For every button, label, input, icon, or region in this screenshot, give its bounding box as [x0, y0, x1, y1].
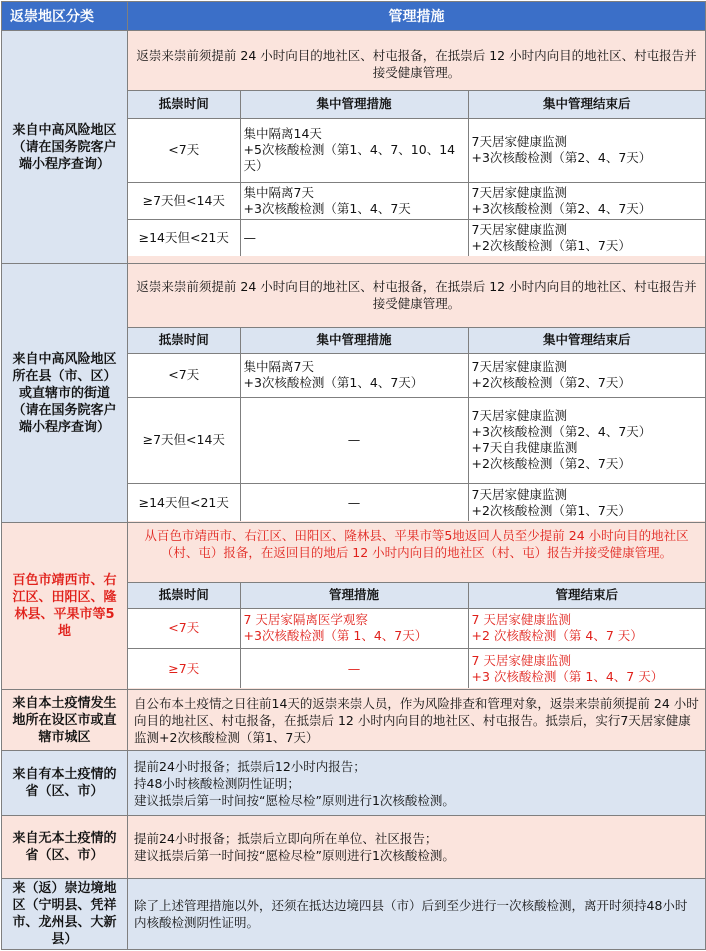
- after-line: +2 次核酸检测（第 4、7 天）: [471, 628, 643, 644]
- arrival-time-cell: ≥7天但<14天: [128, 182, 240, 219]
- measure-line: +5次核酸检测（第1、4、7、10、14天）: [243, 142, 456, 174]
- section-note: 返崇来崇前须提前 24 小时向目的地社区、村屯报备，在抵崇后 12 小时内向目的地社区、村屯报告并接受健康管理。: [136, 278, 697, 311]
- after-line: +3次核酸检测（第2、4、7天）: [471, 424, 652, 440]
- measure-line: 建议抵崇后第一时间按“愿检尽检”原则进行1次核酸检测。: [134, 848, 455, 863]
- sub-header-arrival-time: 抵崇时间: [128, 90, 240, 118]
- after-line: +2次核酸检测（第1、7天）: [471, 502, 631, 518]
- after-line: 7天居家健康监测: [471, 359, 567, 375]
- row-province-without-cases: [2, 816, 706, 879]
- row-outbreak-city: [2, 690, 706, 751]
- sub-header-arrival-time: 抵崇时间: [128, 327, 240, 353]
- section-risk-county: [2, 264, 706, 523]
- measure-cell: [240, 219, 468, 256]
- measure-line: +3次核酸检测（第1、4、7天: [243, 200, 411, 216]
- sub-header-after: 集中管理结束后: [468, 90, 705, 118]
- measure-cell: [240, 648, 468, 688]
- arrival-time-cell: ≥14天但<21天: [128, 219, 240, 256]
- table-row: [128, 118, 705, 182]
- measure-text: [128, 756, 705, 811]
- after-cell: [468, 397, 705, 483]
- section-content: [128, 264, 706, 523]
- arrival-time-cell: ≥7天但<14天: [128, 397, 240, 483]
- section-label: 来自中高风险地区（请在国务院客户端小程序查询）: [2, 31, 128, 264]
- table-row: [128, 397, 705, 483]
- after-line: +3 次核酸检测（第 1、4、7 天）: [471, 668, 664, 684]
- measure-line: 提前24小时报备；抵崇后立即向所在单位、社区报告；: [134, 831, 438, 846]
- policy-table: [1, 1, 706, 950]
- section-note: 从百色市靖西市、右江区、田阳区、隆林县、平果市等5地返回人员至少提前 24 小时向目的地社区（村、屯）报备，在返回目的地后 12 小时内向目的地社区（村、屯）报告并接受健康管理。: [144, 527, 689, 560]
- section-label: 来自无本土疫情的省（区、市）: [2, 816, 128, 879]
- section-label: 来（返）崇边境地区（宁明县、凭祥市、龙州县、大新县）: [2, 879, 128, 950]
- table-row: [128, 608, 705, 648]
- arrival-time-cell: <7天: [128, 353, 240, 397]
- measure-line: —: [347, 432, 361, 448]
- section-content: [128, 31, 706, 264]
- after-line: +3次核酸检测（第2、4、7天）: [471, 200, 652, 216]
- header-region-category: 返崇地区分类: [2, 2, 128, 31]
- measure-cell: [240, 182, 468, 219]
- header-management-measures: 管理措施: [128, 2, 706, 31]
- measure-cell: [240, 353, 468, 397]
- row-border-area: [2, 879, 706, 950]
- sub-header-after: 集中管理结束后: [468, 327, 705, 353]
- after-cell: [468, 483, 705, 521]
- after-line: +3次核酸检测（第2、4、7天）: [471, 150, 652, 166]
- arrival-time-cell: ≥14天但<21天: [128, 483, 240, 521]
- measure-line: 持48小时核酸检测阴性证明；: [134, 775, 300, 791]
- after-cell: [468, 608, 705, 648]
- section-content: [128, 879, 706, 950]
- sub-header-after: 管理结束后: [468, 582, 705, 608]
- measure-cell: [240, 118, 468, 182]
- measure-line: +3次核酸检测（第 1、4、7天）: [243, 628, 428, 644]
- after-cell: [468, 182, 705, 219]
- section-label: 来自本土疫情发生地所在设区市或直辖市城区: [2, 690, 128, 751]
- after-cell: [468, 118, 705, 182]
- section-content: [128, 523, 706, 690]
- table-row: [128, 353, 705, 397]
- measure-text: [128, 828, 705, 866]
- table-row: [128, 219, 705, 256]
- measure-line: +3次核酸检测（第1、4、7天）: [243, 375, 424, 391]
- measure-cell: [240, 608, 468, 648]
- after-line: +2次核酸检测（第2、7天）: [471, 456, 631, 472]
- measure-cell: [240, 397, 468, 483]
- after-line: 7 天居家健康监测: [471, 652, 571, 668]
- arrival-time-cell: <7天: [128, 608, 240, 648]
- measure-line: 集中隔离14天: [243, 126, 322, 142]
- after-line: +2次核酸检测（第2、7天）: [471, 375, 631, 391]
- measure-line: 建议抵崇后第一时间按“愿检尽检”原则进行1次核酸检测。: [134, 792, 455, 808]
- measure-line: —: [347, 494, 361, 510]
- section-high-risk-area: [2, 31, 706, 264]
- measure-line: —: [243, 230, 256, 245]
- section-content: [128, 690, 706, 751]
- measure-line: —: [347, 660, 361, 676]
- measure-text: 除了上述管理措施以外，还须在抵达边境四县（市）后到至少进行一次核酸检测，离开时须持48小时内核酸检测阴性证明。: [134, 898, 688, 930]
- sub-header-measures: 集中管理措施: [240, 90, 468, 118]
- sub-header-measures: 集中管理措施: [240, 327, 468, 353]
- sub-table-header-row: [128, 582, 705, 608]
- section-label: 来自中高风险地区所在县（市、区）或直辖市的街道（请在国务院客户端小程序查询）: [2, 264, 128, 523]
- after-line: 7天居家健康监测: [471, 184, 567, 200]
- sub-table: [128, 582, 705, 689]
- table-row: [128, 648, 705, 688]
- after-cell: [468, 648, 705, 688]
- sub-header-measures: 管理措施: [240, 582, 468, 608]
- sub-table-header-row: [128, 327, 705, 353]
- after-line: 7 天居家健康监测: [471, 612, 571, 628]
- measure-line: 集中隔离7天: [243, 359, 314, 375]
- after-line: 7天居家健康监测: [471, 222, 567, 237]
- section-baise-5-areas: [2, 523, 706, 690]
- measure-text: 自公布本土疫情之日往前14天的返崇来崇人员，作为风险排查和管理对象，返崇来崇前须提前 24 小时向目的地社区、村屯报备，在抵崇后 12 小时内向目的地社区、村屯报告。抵崇后，实行7天居家健康监测+2次核酸检测（第1、7天）: [134, 695, 699, 745]
- measure-line: 提前24小时报备；抵崇后12小时内报告；: [134, 758, 366, 774]
- table-header-row: [2, 2, 706, 31]
- row-province-with-cases: [2, 751, 706, 816]
- table-row: [128, 182, 705, 219]
- measure-line: 集中隔离7天: [243, 184, 314, 200]
- section-content: [128, 751, 706, 816]
- section-label: 来自有本土疫情的省（区、市）: [2, 751, 128, 816]
- table-row: [128, 483, 705, 521]
- arrival-time-cell: <7天: [128, 118, 240, 182]
- sub-table-header-row: [128, 90, 705, 118]
- measure-cell: [240, 483, 468, 521]
- measure-line: 7 天居家隔离医学观察: [243, 612, 368, 628]
- after-line: 7天居家健康监测: [471, 134, 567, 150]
- after-line: 7天居家健康监测: [471, 408, 567, 424]
- after-line: +7天自我健康监测: [471, 440, 578, 456]
- after-line: 7天居家健康监测: [471, 486, 567, 502]
- section-label: 百色市靖西市、右江区、田阳区、隆林县、平果市等5地: [2, 523, 128, 690]
- sub-table: [128, 90, 705, 257]
- section-content: [128, 816, 706, 879]
- after-cell: [468, 219, 705, 256]
- arrival-time-cell: ≥7天: [128, 648, 240, 688]
- after-line: +2次核酸检测（第1、7天）: [471, 238, 631, 253]
- policy-table-page: [0, 1, 706, 951]
- after-cell: [468, 353, 705, 397]
- section-note: 返崇来崇前须提前 24 小时向目的地社区、村屯报备，在抵崇后 12 小时内向目的地社区、村屯报告并接受健康管理。: [136, 47, 697, 80]
- sub-header-arrival-time: 抵崇时间: [128, 582, 240, 608]
- sub-table: [128, 327, 705, 522]
